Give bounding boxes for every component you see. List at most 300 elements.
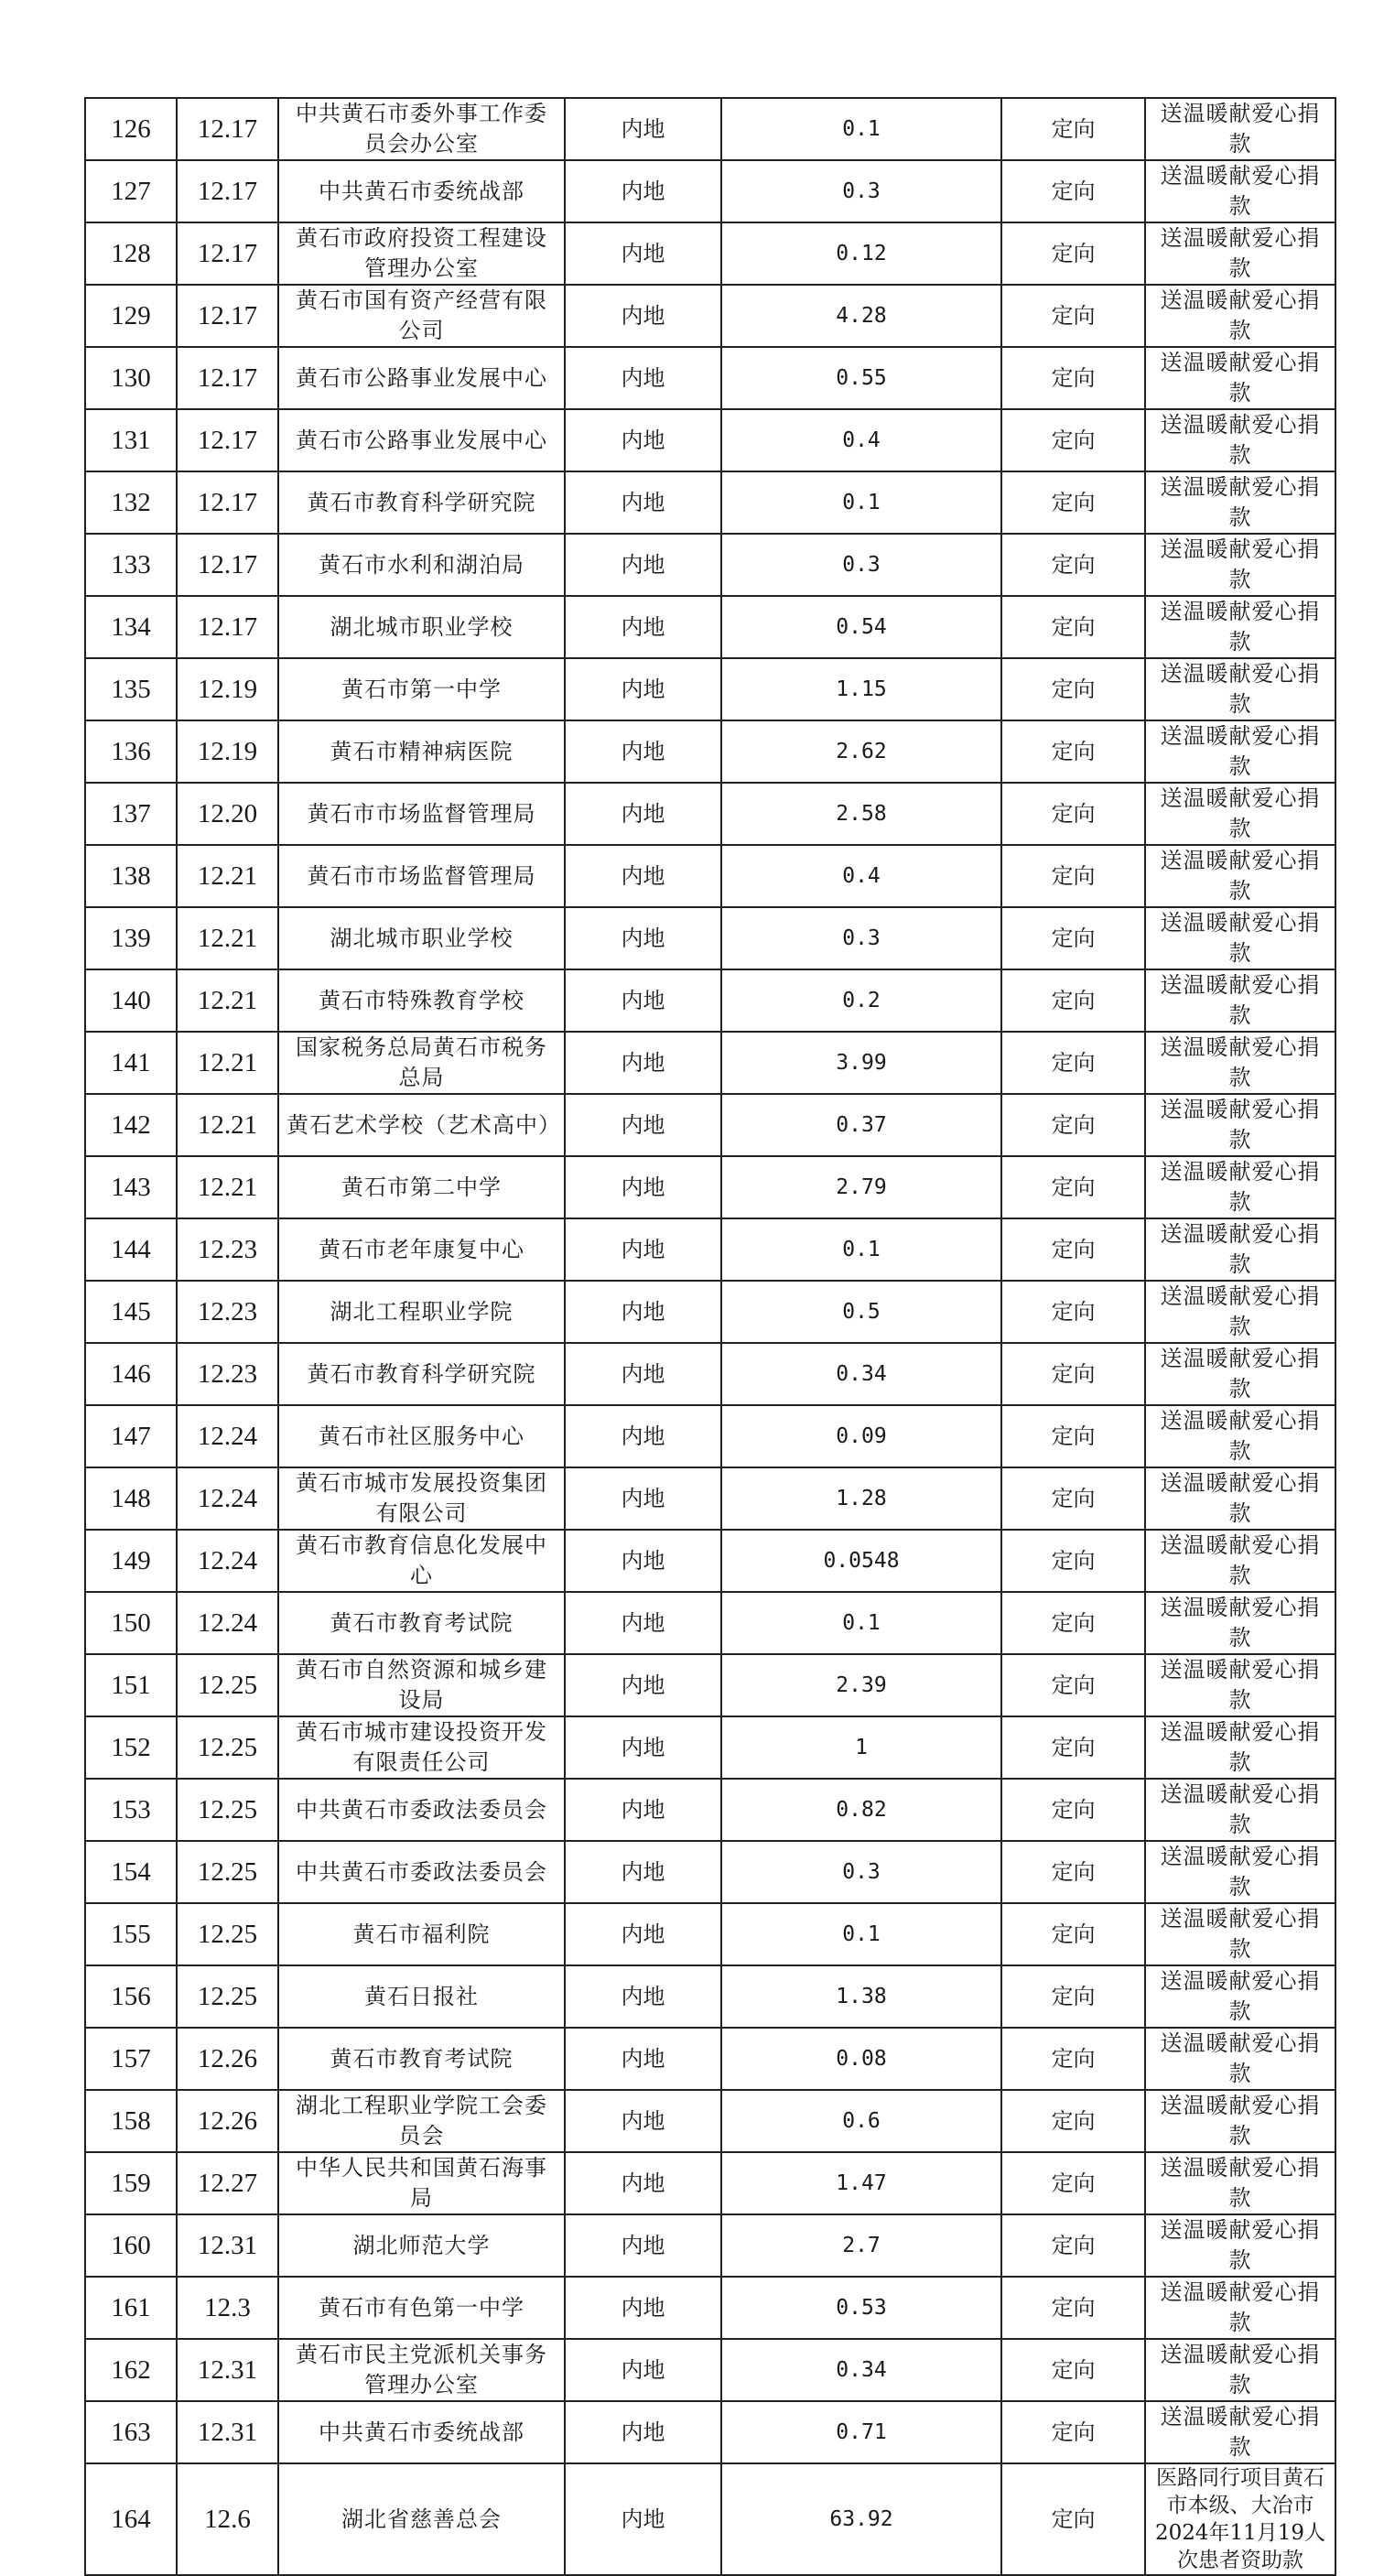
row-amount: 0.82 bbox=[721, 1779, 1001, 1841]
table-row bbox=[85, 1592, 1335, 1654]
table-row bbox=[85, 2214, 1335, 2277]
row-direction: 定向 bbox=[1001, 1156, 1145, 1218]
row-organization: 中共黄石市委统战部 bbox=[278, 160, 565, 222]
row-purpose: 送温暖献爱心捐款 bbox=[1145, 1156, 1335, 1218]
row-region: 内地 bbox=[565, 1467, 721, 1530]
row-direction: 定向 bbox=[1001, 1281, 1145, 1343]
row-amount: 2.62 bbox=[721, 720, 1001, 783]
row-date: 12.23 bbox=[177, 1218, 278, 1281]
row-region: 内地 bbox=[565, 2214, 721, 2277]
row-number: 159 bbox=[85, 2152, 177, 2214]
row-purpose: 送温暖献爱心捐款 bbox=[1145, 1965, 1335, 2028]
row-amount: 0.34 bbox=[721, 2339, 1001, 2401]
row-amount: 0.3 bbox=[721, 534, 1001, 596]
row-date: 12.31 bbox=[177, 2401, 278, 2463]
table-row bbox=[85, 1654, 1335, 1716]
row-amount: 0.5 bbox=[721, 1281, 1001, 1343]
row-purpose: 送温暖献爱心捐款 bbox=[1145, 1903, 1335, 1965]
row-purpose: 送温暖献爱心捐款 bbox=[1145, 720, 1335, 783]
row-region: 内地 bbox=[565, 2152, 721, 2214]
row-date: 12.19 bbox=[177, 658, 278, 720]
row-region: 内地 bbox=[565, 285, 721, 347]
row-date: 12.25 bbox=[177, 1965, 278, 2028]
row-direction: 定向 bbox=[1001, 783, 1145, 845]
row-number: 161 bbox=[85, 2277, 177, 2339]
row-direction: 定向 bbox=[1001, 2339, 1145, 2401]
table-row bbox=[85, 1405, 1335, 1467]
row-region: 内地 bbox=[565, 2401, 721, 2463]
row-number: 160 bbox=[85, 2214, 177, 2277]
row-purpose: 送温暖献爱心捐款 bbox=[1145, 1281, 1335, 1343]
row-direction: 定向 bbox=[1001, 534, 1145, 596]
table-row bbox=[85, 1841, 1335, 1903]
row-organization: 黄石市城市发展投资集团有限公司 bbox=[278, 1467, 565, 1530]
row-organization: 湖北城市职业学校 bbox=[278, 596, 565, 658]
table-row bbox=[85, 1156, 1335, 1218]
row-amount: 1 bbox=[721, 1716, 1001, 1779]
row-organization: 中共黄石市委外事工作委员会办公室 bbox=[278, 98, 565, 160]
table-row bbox=[85, 845, 1335, 907]
row-direction: 定向 bbox=[1001, 1343, 1145, 1405]
row-direction: 定向 bbox=[1001, 1779, 1145, 1841]
row-direction: 定向 bbox=[1001, 222, 1145, 285]
row-region: 内地 bbox=[565, 98, 721, 160]
row-number: 155 bbox=[85, 1903, 177, 1965]
row-number: 148 bbox=[85, 1467, 177, 1530]
row-direction: 定向 bbox=[1001, 2090, 1145, 2152]
row-purpose: 送温暖献爱心捐款 bbox=[1145, 347, 1335, 409]
row-region: 内地 bbox=[565, 2463, 721, 2575]
row-date: 12.21 bbox=[177, 969, 278, 1032]
table-row bbox=[85, 2401, 1335, 2463]
row-organization: 黄石市有色第一中学 bbox=[278, 2277, 565, 2339]
row-amount: 0.6 bbox=[721, 2090, 1001, 2152]
row-direction: 定向 bbox=[1001, 2401, 1145, 2463]
row-direction: 定向 bbox=[1001, 2028, 1145, 2090]
row-direction: 定向 bbox=[1001, 1903, 1145, 1965]
row-region: 内地 bbox=[565, 471, 721, 534]
row-date: 12.17 bbox=[177, 534, 278, 596]
row-purpose: 送温暖献爱心捐款 bbox=[1145, 2214, 1335, 2277]
row-number: 147 bbox=[85, 1405, 177, 1467]
row-amount: 0.4 bbox=[721, 845, 1001, 907]
row-purpose: 送温暖献爱心捐款 bbox=[1145, 1467, 1335, 1530]
row-number: 126 bbox=[85, 98, 177, 160]
table-row bbox=[85, 1716, 1335, 1779]
row-organization: 中共黄石市委统战部 bbox=[278, 2401, 565, 2463]
row-number: 132 bbox=[85, 471, 177, 534]
table-row bbox=[85, 285, 1335, 347]
row-direction: 定向 bbox=[1001, 347, 1145, 409]
row-region: 内地 bbox=[565, 1281, 721, 1343]
row-amount: 1.47 bbox=[721, 2152, 1001, 2214]
row-direction: 定向 bbox=[1001, 845, 1145, 907]
row-amount: 1.38 bbox=[721, 1965, 1001, 2028]
row-number: 130 bbox=[85, 347, 177, 409]
row-number: 136 bbox=[85, 720, 177, 783]
row-organization: 黄石市第一中学 bbox=[278, 658, 565, 720]
row-region: 内地 bbox=[565, 1779, 721, 1841]
row-direction: 定向 bbox=[1001, 1094, 1145, 1156]
row-organization: 黄石艺术学校（艺术高中） bbox=[278, 1094, 565, 1156]
row-date: 12.26 bbox=[177, 2090, 278, 2152]
table-row bbox=[85, 969, 1335, 1032]
row-purpose: 送温暖献爱心捐款 bbox=[1145, 658, 1335, 720]
table-row bbox=[85, 2152, 1335, 2214]
row-organization: 黄石市国有资产经营有限公司 bbox=[278, 285, 565, 347]
row-organization: 黄石市公路事业发展中心 bbox=[278, 347, 565, 409]
row-amount: 0.55 bbox=[721, 347, 1001, 409]
row-organization: 黄石市公路事业发展中心 bbox=[278, 409, 565, 471]
row-region: 内地 bbox=[565, 1903, 721, 1965]
row-region: 内地 bbox=[565, 2090, 721, 2152]
table-row bbox=[85, 98, 1335, 160]
row-number: 133 bbox=[85, 534, 177, 596]
row-number: 156 bbox=[85, 1965, 177, 2028]
row-purpose: 送温暖献爱心捐款 bbox=[1145, 845, 1335, 907]
row-organization: 湖北城市职业学校 bbox=[278, 907, 565, 969]
row-date: 12.17 bbox=[177, 347, 278, 409]
row-organization: 黄石市教育考试院 bbox=[278, 2028, 565, 2090]
row-region: 内地 bbox=[565, 347, 721, 409]
table-row bbox=[85, 1965, 1335, 2028]
row-date: 12.21 bbox=[177, 1094, 278, 1156]
row-region: 内地 bbox=[565, 1716, 721, 1779]
row-purpose: 送温暖献爱心捐款 bbox=[1145, 1841, 1335, 1903]
row-region: 内地 bbox=[565, 409, 721, 471]
row-number: 149 bbox=[85, 1530, 177, 1592]
row-region: 内地 bbox=[565, 160, 721, 222]
row-purpose: 送温暖献爱心捐款 bbox=[1145, 285, 1335, 347]
row-organization: 湖北工程职业学院 bbox=[278, 1281, 565, 1343]
row-amount: 0.09 bbox=[721, 1405, 1001, 1467]
row-date: 12.24 bbox=[177, 1592, 278, 1654]
row-date: 12.23 bbox=[177, 1343, 278, 1405]
row-direction: 定向 bbox=[1001, 285, 1145, 347]
row-date: 12.25 bbox=[177, 1779, 278, 1841]
row-organization: 黄石日报社 bbox=[278, 1965, 565, 2028]
table-row bbox=[85, 534, 1335, 596]
row-date: 12.21 bbox=[177, 1156, 278, 1218]
row-number: 141 bbox=[85, 1032, 177, 1094]
row-direction: 定向 bbox=[1001, 1592, 1145, 1654]
row-purpose: 送温暖献爱心捐款 bbox=[1145, 160, 1335, 222]
row-organization: 国家税务总局黄石市税务总局 bbox=[278, 1032, 565, 1094]
row-purpose: 送温暖献爱心捐款 bbox=[1145, 1530, 1335, 1592]
row-date: 12.17 bbox=[177, 222, 278, 285]
table-row bbox=[85, 1032, 1335, 1094]
row-purpose: 送温暖献爱心捐款 bbox=[1145, 2277, 1335, 2339]
row-organization: 湖北省慈善总会 bbox=[278, 2463, 565, 2575]
row-organization: 黄石市教育信息化发展中心 bbox=[278, 1530, 565, 1592]
table-row bbox=[85, 1094, 1335, 1156]
table-row bbox=[85, 1281, 1335, 1343]
row-region: 内地 bbox=[565, 720, 721, 783]
row-amount: 4.28 bbox=[721, 285, 1001, 347]
row-number: 153 bbox=[85, 1779, 177, 1841]
row-organization: 黄石市教育科学研究院 bbox=[278, 471, 565, 534]
row-region: 内地 bbox=[565, 1343, 721, 1405]
row-region: 内地 bbox=[565, 1841, 721, 1903]
row-direction: 定向 bbox=[1001, 409, 1145, 471]
row-organization: 黄石市社区服务中心 bbox=[278, 1405, 565, 1467]
row-number: 152 bbox=[85, 1716, 177, 1779]
row-organization: 黄石市政府投资工程建设管理办公室 bbox=[278, 222, 565, 285]
table-row bbox=[85, 222, 1335, 285]
row-date: 12.25 bbox=[177, 1903, 278, 1965]
table-row bbox=[85, 2339, 1335, 2401]
table-row bbox=[85, 658, 1335, 720]
row-direction: 定向 bbox=[1001, 2214, 1145, 2277]
row-amount: 0.53 bbox=[721, 2277, 1001, 2339]
row-purpose: 送温暖献爱心捐款 bbox=[1145, 1094, 1335, 1156]
row-number: 129 bbox=[85, 285, 177, 347]
row-number: 145 bbox=[85, 1281, 177, 1343]
row-region: 内地 bbox=[565, 783, 721, 845]
row-amount: 3.99 bbox=[721, 1032, 1001, 1094]
row-amount: 0.3 bbox=[721, 1841, 1001, 1903]
row-purpose: 送温暖献爱心捐款 bbox=[1145, 1592, 1335, 1654]
row-date: 12.17 bbox=[177, 409, 278, 471]
row-region: 内地 bbox=[565, 222, 721, 285]
row-region: 内地 bbox=[565, 1592, 721, 1654]
table-row bbox=[85, 2277, 1335, 2339]
row-region: 内地 bbox=[565, 2028, 721, 2090]
row-date: 12.17 bbox=[177, 596, 278, 658]
row-amount: 0.3 bbox=[721, 160, 1001, 222]
row-region: 内地 bbox=[565, 1654, 721, 1716]
table-row bbox=[85, 2463, 1335, 2575]
row-date: 12.31 bbox=[177, 2339, 278, 2401]
row-date: 12.25 bbox=[177, 1654, 278, 1716]
table-row bbox=[85, 720, 1335, 783]
row-organization: 黄石市城市建设投资开发有限责任公司 bbox=[278, 1716, 565, 1779]
table-body bbox=[85, 98, 1335, 2575]
row-amount: 0.54 bbox=[721, 596, 1001, 658]
row-date: 12.25 bbox=[177, 1716, 278, 1779]
row-direction: 定向 bbox=[1001, 2152, 1145, 2214]
row-amount: 0.2 bbox=[721, 969, 1001, 1032]
table-row bbox=[85, 1343, 1335, 1405]
row-direction: 定向 bbox=[1001, 1716, 1145, 1779]
table-row bbox=[85, 907, 1335, 969]
row-amount: 0.1 bbox=[721, 1218, 1001, 1281]
row-amount: 0.0548 bbox=[721, 1530, 1001, 1592]
row-amount: 2.79 bbox=[721, 1156, 1001, 1218]
row-organization: 黄石市民主党派机关事务管理办公室 bbox=[278, 2339, 565, 2401]
table-row bbox=[85, 1779, 1335, 1841]
row-number: 146 bbox=[85, 1343, 177, 1405]
row-region: 内地 bbox=[565, 596, 721, 658]
row-date: 12.21 bbox=[177, 845, 278, 907]
row-organization: 湖北工程职业学院工会委员会 bbox=[278, 2090, 565, 2152]
row-direction: 定向 bbox=[1001, 1530, 1145, 1592]
row-date: 12.27 bbox=[177, 2152, 278, 2214]
row-direction: 定向 bbox=[1001, 1218, 1145, 1281]
row-direction: 定向 bbox=[1001, 596, 1145, 658]
row-date: 12.21 bbox=[177, 907, 278, 969]
donation-table-sheet bbox=[84, 97, 1335, 2576]
row-region: 内地 bbox=[565, 658, 721, 720]
row-number: 157 bbox=[85, 2028, 177, 2090]
row-region: 内地 bbox=[565, 845, 721, 907]
row-region: 内地 bbox=[565, 1218, 721, 1281]
row-number: 134 bbox=[85, 596, 177, 658]
row-amount: 0.12 bbox=[721, 222, 1001, 285]
row-region: 内地 bbox=[565, 1156, 721, 1218]
row-organization: 湖北师范大学 bbox=[278, 2214, 565, 2277]
row-region: 内地 bbox=[565, 969, 721, 1032]
row-purpose: 送温暖献爱心捐款 bbox=[1145, 222, 1335, 285]
row-purpose: 送温暖献爱心捐款 bbox=[1145, 2401, 1335, 2463]
table-row bbox=[85, 2090, 1335, 2152]
row-region: 内地 bbox=[565, 534, 721, 596]
row-number: 150 bbox=[85, 1592, 177, 1654]
table-row bbox=[85, 409, 1335, 471]
row-region: 内地 bbox=[565, 1405, 721, 1467]
row-direction: 定向 bbox=[1001, 1032, 1145, 1094]
row-date: 12.24 bbox=[177, 1530, 278, 1592]
table-row bbox=[85, 471, 1335, 534]
row-region: 内地 bbox=[565, 1530, 721, 1592]
row-date: 12.24 bbox=[177, 1405, 278, 1467]
row-date: 12.23 bbox=[177, 1281, 278, 1343]
row-amount: 0.4 bbox=[721, 409, 1001, 471]
row-purpose: 医路同行项目黄石市本级、大冶市2024年11月19人次患者资助款 bbox=[1145, 2463, 1335, 2575]
row-direction: 定向 bbox=[1001, 907, 1145, 969]
row-number: 164 bbox=[85, 2463, 177, 2575]
row-purpose: 送温暖献爱心捐款 bbox=[1145, 969, 1335, 1032]
row-direction: 定向 bbox=[1001, 2463, 1145, 2575]
row-organization: 黄石市教育科学研究院 bbox=[278, 1343, 565, 1405]
row-number: 154 bbox=[85, 1841, 177, 1903]
row-date: 12.17 bbox=[177, 98, 278, 160]
row-purpose: 送温暖献爱心捐款 bbox=[1145, 2152, 1335, 2214]
row-date: 12.24 bbox=[177, 1467, 278, 1530]
row-purpose: 送温暖献爱心捐款 bbox=[1145, 1032, 1335, 1094]
row-amount: 0.1 bbox=[721, 471, 1001, 534]
row-number: 139 bbox=[85, 907, 177, 969]
row-purpose: 送温暖献爱心捐款 bbox=[1145, 1779, 1335, 1841]
row-number: 144 bbox=[85, 1218, 177, 1281]
row-direction: 定向 bbox=[1001, 720, 1145, 783]
row-number: 143 bbox=[85, 1156, 177, 1218]
row-purpose: 送温暖献爱心捐款 bbox=[1145, 783, 1335, 845]
row-purpose: 送温暖献爱心捐款 bbox=[1145, 534, 1335, 596]
row-purpose: 送温暖献爱心捐款 bbox=[1145, 2028, 1335, 2090]
row-amount: 0.34 bbox=[721, 1343, 1001, 1405]
row-purpose: 送温暖献爱心捐款 bbox=[1145, 596, 1335, 658]
table-row bbox=[85, 1530, 1335, 1592]
row-organization: 黄石市水利和湖泊局 bbox=[278, 534, 565, 596]
row-organization: 黄石市特殊教育学校 bbox=[278, 969, 565, 1032]
row-amount: 0.08 bbox=[721, 2028, 1001, 2090]
row-organization: 黄石市精神病医院 bbox=[278, 720, 565, 783]
row-region: 内地 bbox=[565, 1965, 721, 2028]
row-purpose: 送温暖献爱心捐款 bbox=[1145, 1716, 1335, 1779]
row-region: 内地 bbox=[565, 1032, 721, 1094]
row-amount: 0.1 bbox=[721, 98, 1001, 160]
row-purpose: 送温暖献爱心捐款 bbox=[1145, 471, 1335, 534]
row-region: 内地 bbox=[565, 1094, 721, 1156]
row-region: 内地 bbox=[565, 2277, 721, 2339]
row-date: 12.17 bbox=[177, 160, 278, 222]
row-purpose: 送温暖献爱心捐款 bbox=[1145, 2339, 1335, 2401]
donation-table bbox=[84, 97, 1336, 2576]
row-date: 12.31 bbox=[177, 2214, 278, 2277]
row-organization: 中共黄石市委政法委员会 bbox=[278, 1779, 565, 1841]
row-organization: 中共黄石市委政法委员会 bbox=[278, 1841, 565, 1903]
row-number: 128 bbox=[85, 222, 177, 285]
row-date: 12.20 bbox=[177, 783, 278, 845]
row-amount: 1.15 bbox=[721, 658, 1001, 720]
row-amount: 1.28 bbox=[721, 1467, 1001, 1530]
row-purpose: 送温暖献爱心捐款 bbox=[1145, 1218, 1335, 1281]
row-amount: 0.1 bbox=[721, 1903, 1001, 1965]
row-number: 127 bbox=[85, 160, 177, 222]
row-region: 内地 bbox=[565, 2339, 721, 2401]
row-purpose: 送温暖献爱心捐款 bbox=[1145, 1654, 1335, 1716]
row-amount: 0.1 bbox=[721, 1592, 1001, 1654]
row-direction: 定向 bbox=[1001, 1841, 1145, 1903]
row-date: 12.3 bbox=[177, 2277, 278, 2339]
row-organization: 黄石市教育考试院 bbox=[278, 1592, 565, 1654]
row-organization: 黄石市老年康复中心 bbox=[278, 1218, 565, 1281]
row-date: 12.17 bbox=[177, 471, 278, 534]
row-direction: 定向 bbox=[1001, 1965, 1145, 2028]
row-organization: 黄石市市场监督管理局 bbox=[278, 845, 565, 907]
row-amount: 0.3 bbox=[721, 907, 1001, 969]
row-direction: 定向 bbox=[1001, 2277, 1145, 2339]
row-purpose: 送温暖献爱心捐款 bbox=[1145, 409, 1335, 471]
table-row bbox=[85, 347, 1335, 409]
row-purpose: 送温暖献爱心捐款 bbox=[1145, 1343, 1335, 1405]
row-number: 137 bbox=[85, 783, 177, 845]
row-amount: 2.7 bbox=[721, 2214, 1001, 2277]
row-direction: 定向 bbox=[1001, 98, 1145, 160]
row-direction: 定向 bbox=[1001, 1467, 1145, 1530]
row-direction: 定向 bbox=[1001, 1405, 1145, 1467]
row-date: 12.6 bbox=[177, 2463, 278, 2575]
row-date: 12.19 bbox=[177, 720, 278, 783]
row-date: 12.26 bbox=[177, 2028, 278, 2090]
row-purpose: 送温暖献爱心捐款 bbox=[1145, 98, 1335, 160]
row-direction: 定向 bbox=[1001, 1654, 1145, 1716]
row-purpose: 送温暖献爱心捐款 bbox=[1145, 2090, 1335, 2152]
row-organization: 黄石市第二中学 bbox=[278, 1156, 565, 1218]
row-number: 131 bbox=[85, 409, 177, 471]
row-direction: 定向 bbox=[1001, 658, 1145, 720]
table-row bbox=[85, 1903, 1335, 1965]
table-row bbox=[85, 2028, 1335, 2090]
row-number: 158 bbox=[85, 2090, 177, 2152]
row-purpose: 送温暖献爱心捐款 bbox=[1145, 1405, 1335, 1467]
table-row bbox=[85, 783, 1335, 845]
table-row bbox=[85, 1218, 1335, 1281]
row-number: 142 bbox=[85, 1094, 177, 1156]
row-number: 151 bbox=[85, 1654, 177, 1716]
row-direction: 定向 bbox=[1001, 160, 1145, 222]
table-row bbox=[85, 160, 1335, 222]
row-number: 140 bbox=[85, 969, 177, 1032]
row-direction: 定向 bbox=[1001, 969, 1145, 1032]
row-amount: 2.39 bbox=[721, 1654, 1001, 1716]
row-number: 138 bbox=[85, 845, 177, 907]
row-organization: 黄石市福利院 bbox=[278, 1903, 565, 1965]
row-purpose: 送温暖献爱心捐款 bbox=[1145, 907, 1335, 969]
row-number: 162 bbox=[85, 2339, 177, 2401]
row-date: 12.17 bbox=[177, 285, 278, 347]
